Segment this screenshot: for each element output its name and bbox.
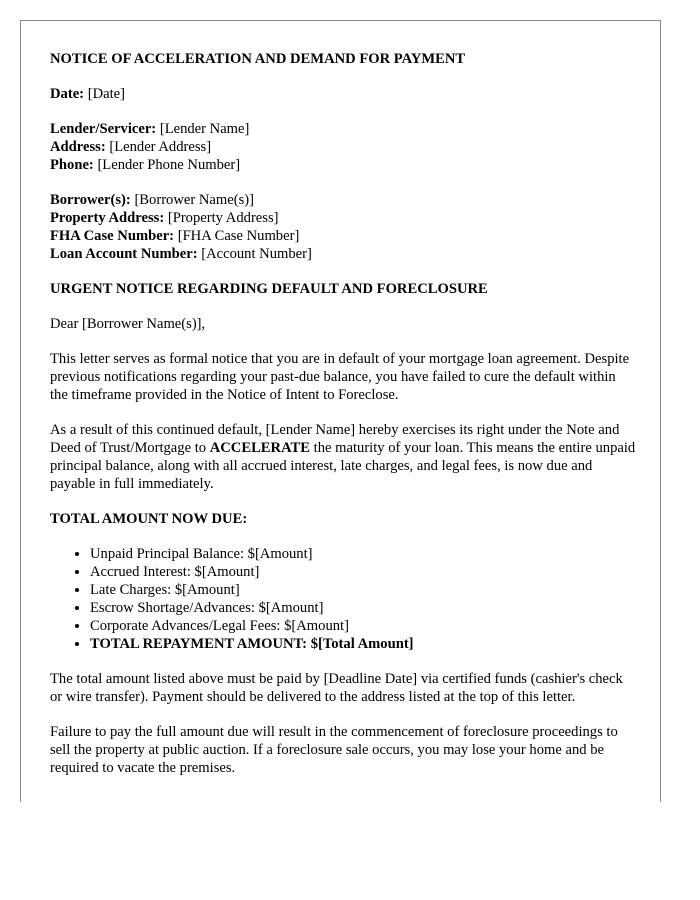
list-item-escrow-shortage: • Escrow Shortage/Advances: $[Amount] xyxy=(90,599,636,617)
list-item-late-charges: • Late Charges: $[Amount] xyxy=(90,581,636,599)
date-line xyxy=(50,85,636,103)
borrower-name-label: Borrower(s): xyxy=(50,192,131,208)
foreclosure-paragraph: Failure to pay the full amount due will result in the commencement of foreclosure proceedings to sell the property at public auction. If a foreclosure sale occurs, you may lose your home and be required to vacate the premises. xyxy=(50,724,618,776)
list-item-total-repayment: • TOTAL REPAYMENT AMOUNT: $[Total Amount] xyxy=(90,635,636,653)
total-due-heading: TOTAL AMOUNT NOW DUE: xyxy=(50,511,248,527)
amount-due-list xyxy=(50,545,636,653)
loan-account-label: Loan Account Number: xyxy=(50,246,198,262)
salutation: Dear [Borrower Name(s)], xyxy=(50,316,206,332)
borrower-name-line xyxy=(50,191,636,209)
letter-page xyxy=(20,20,661,802)
lender-info xyxy=(50,120,636,174)
lender-phone-label: Phone: xyxy=(50,157,94,173)
property-address-line xyxy=(50,209,636,227)
lender-address-value: [Lender Address] xyxy=(109,139,212,155)
lender-phone-value: [Lender Phone Number] xyxy=(97,157,241,173)
loan-account-value: [Account Number] xyxy=(201,246,312,262)
acceleration-text-after: the maturity of your loan. This means the entire unpaid principal balance, along with all accrued interest, late charges, and legal fees, is now due and payable in full immediately. xyxy=(50,440,636,492)
borrower-info xyxy=(50,191,636,263)
property-address-label: Property Address: xyxy=(50,210,165,226)
payment-paragraph: The total amount listed above must be paid by [Deadline Date] via certified funds (cashier's check or wire transfer). Payment should be delivered to the address listed at the top of this letter. xyxy=(50,671,623,705)
lender-phone-line xyxy=(50,156,636,174)
accelerate-emphasis: ACCELERATE xyxy=(209,440,311,456)
lender-name-value: [Lender Name] xyxy=(159,121,250,137)
fha-case-value: [FHA Case Number] xyxy=(177,228,300,244)
date-value: [Date] xyxy=(87,86,125,102)
fha-case-line xyxy=(50,227,636,245)
lender-name-line xyxy=(50,120,636,138)
date-label: Date: xyxy=(50,86,85,102)
lender-address-line xyxy=(50,138,636,156)
document-title: NOTICE OF ACCELERATION AND DEMAND FOR PAYMENT xyxy=(50,51,466,67)
urgent-heading: URGENT NOTICE REGARDING DEFAULT AND FORECLOSURE xyxy=(50,281,488,297)
acceleration-paragraph xyxy=(50,421,636,493)
default-paragraph: This letter serves as formal notice that you are in default of your mortgage loan agreement. Despite previous notifications regarding your past-due balance, you have failed to cure the default within the timeframe provided in the Notice of Intent to Foreclose. xyxy=(50,351,630,403)
list-item-unpaid-principal: • Unpaid Principal Balance: $[Amount] xyxy=(90,545,636,563)
property-address-value: [Property Address] xyxy=(167,210,279,226)
borrower-name-value: [Borrower Name(s)] xyxy=(134,192,254,208)
letter-content xyxy=(50,50,636,794)
fha-case-label: FHA Case Number: xyxy=(50,228,175,244)
list-item-corporate-advances: • Corporate Advances/Legal Fees: $[Amount] xyxy=(90,617,636,635)
acceleration-text-before: As a result of this continued default, [Lender Name] hereby exercises its right under the Note and Deed of Trust/Mortgage to xyxy=(50,422,620,456)
list-item-accrued-interest: • Accrued Interest: $[Amount] xyxy=(90,563,636,581)
loan-account-line xyxy=(50,245,636,263)
lender-name-label: Lender/Servicer: xyxy=(50,121,157,137)
lender-address-label: Address: xyxy=(50,139,106,155)
